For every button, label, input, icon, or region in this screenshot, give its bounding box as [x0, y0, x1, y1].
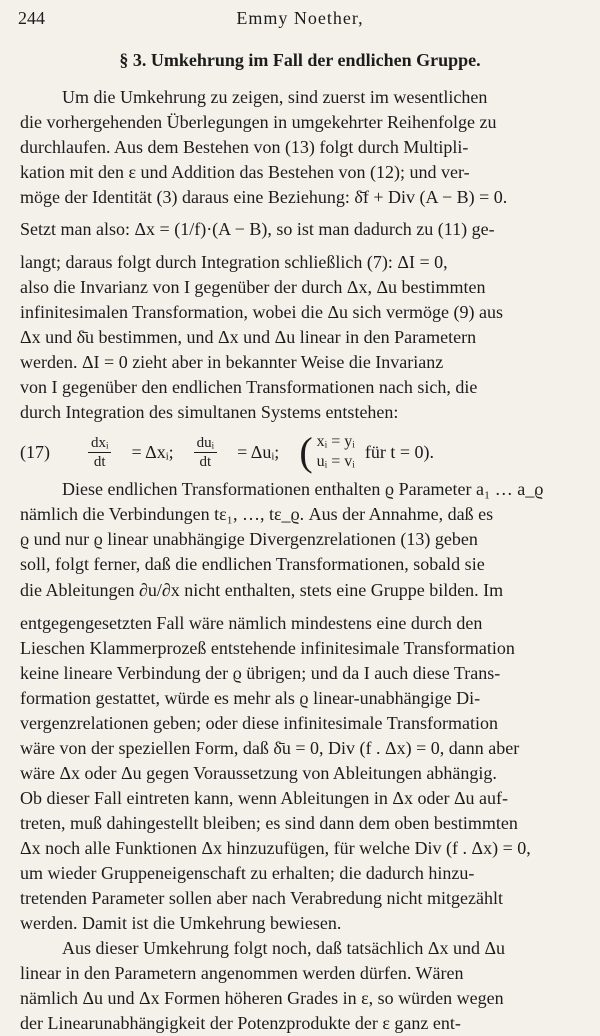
text-line: tretenden Parameter sollen aber nach Verabredung nicht mitgezählt: [20, 888, 503, 908]
section-heading: § 3. Umkehrung im Fall der endlichen Gruppe.: [119, 50, 481, 70]
text-line: kation mit den ε und Addition das Bestehen von (12); und ver-: [20, 162, 470, 182]
text-line: treten, muß dahingestellt bleiben; es sind dann dem oben bestimmten: [20, 813, 518, 833]
fraction-denominator: dt: [199, 453, 212, 470]
running-head: [18, 8, 582, 32]
condition-line: uᵢ = vᵢ: [316, 453, 355, 470]
derivative-du-dt: [194, 434, 217, 471]
text-line: die Ableitungen ∂u/∂x nicht enthalten, stets eine Gruppe bilden. Im: [20, 580, 504, 600]
text-line: Δx und δ̄u bestimmen, und Δx und Δu linear in den Parametern: [20, 327, 477, 347]
text-line: Setzt man also: Δx = (1/f)·(A − B), so ist man dadurch zu (11) ge-: [20, 219, 495, 239]
equation-number: (17): [20, 441, 50, 462]
text-line: werden. Damit ist die Umkehrung bewiesen.: [20, 913, 342, 933]
text-line: infinitesimalen Transformation, wobei die Δu sich vermöge (9) aus: [20, 302, 503, 322]
text-line: formation gestattet, würde es mehr als ϱ linear-unabhängige Di-: [20, 688, 481, 708]
fraction-numerator: dxᵢ: [88, 434, 111, 453]
text-line: wäre Δx oder Δu gegen Voraussetzung von Ableitungen abhängig.: [20, 763, 497, 783]
text-line: werden. ΔI = 0 zieht aber in bekannter Weise die Invarianz: [20, 352, 444, 372]
text-line: Lieschen Klammerprozeß entstehende infinitesimale Transformation: [20, 638, 515, 658]
equation-17: [20, 426, 580, 478]
text-line: die vorhergehenden Überlegungen in umgekehrter Reihenfolge zu: [20, 112, 497, 132]
text-line: Ob dieser Fall eintreten kann, wenn Ableitungen in Δx oder Δu auf-: [20, 788, 509, 808]
text-line: ϱ und nur ϱ linear unabhängige Divergenzrelationen (13) geben: [20, 529, 478, 549]
text-line: keine lineare Verbindung der ϱ übrigen; und da I auch diese Trans-: [20, 663, 501, 683]
text-line: durch Integration des simultanen Systems entstehen:: [20, 402, 399, 422]
fraction-denominator: dt: [93, 453, 106, 470]
equation-rhs: = Δuᵢ;: [237, 441, 280, 462]
text-line: entgegengesetzten Fall wäre nämlich mindestens eine durch den: [20, 613, 483, 633]
text-line: durchlaufen. Aus dem Bestehen von (13) folgt durch Multipli-: [20, 137, 469, 157]
fraction-numerator: duᵢ: [194, 434, 217, 453]
equation-rhs: = Δxᵢ;: [131, 441, 174, 462]
page-number: 244: [18, 8, 45, 28]
text-line: um wieder Gruppeneigenschaft zu erhalten; die dadurch hinzu-: [20, 863, 475, 883]
text-line: möge der Identität (3) daraus eine Beziehung: δ̄f + Div (A − B) = 0.: [20, 187, 508, 207]
text-line: von I gegenüber den endlichen Transformationen nach sich, die: [20, 377, 478, 397]
open-brace: (: [299, 429, 313, 474]
text-line: langt; daraus folgt durch Integration schließlich (7): ΔI = 0,: [20, 252, 448, 272]
running-title: Emmy Noether,: [236, 8, 364, 28]
text-line: linear in den Parametern angenommen werden dürfen. Wären: [20, 963, 464, 983]
text-line: vergenzrelationen geben; oder diese infinitesimale Transformation: [20, 713, 499, 733]
derivative-dx-dt: [88, 434, 111, 471]
text-line: Aus dieser Umkehrung folgt noch, daß tatsächlich Δx und Δu: [62, 938, 506, 958]
text-line: Δx noch alle Funktionen Δx hinzuzufügen, für welche Div (f . Δx) = 0,: [20, 838, 531, 858]
text-line: Diese endlichen Transformationen enthalten ϱ Parameter a₁ … a_ϱ: [62, 479, 544, 499]
text-line: wäre von der speziellen Form, daß δ̄u = 0, Div (f . Δx) = 0, dann aber: [20, 738, 520, 758]
text-line: der Linearunabhängigkeit der Potenzprodukte der ε ganz ent-: [20, 1013, 461, 1033]
condition-text: für t = 0).: [364, 441, 435, 462]
text-line: also die Invarianz von I gegenüber der durch Δx, Δu bestimmten: [20, 277, 486, 297]
text-line: soll, folgt ferner, daß die endlichen Transformationen, sobald sie: [20, 554, 485, 574]
text-line: nämlich die Verbindungen tε₁, …, tε_ϱ. Aus der Annahme, daß es: [20, 504, 494, 524]
text-line: Um die Umkehrung zu zeigen, sind zuerst im wesentlichen: [62, 87, 488, 107]
condition-line: xᵢ = yᵢ: [316, 433, 355, 450]
initial-conditions: [299, 429, 435, 474]
brace-lines: [317, 432, 355, 472]
text-line: nämlich Δu und Δx Formen höheren Grades in ε, so würden wegen: [20, 988, 504, 1008]
